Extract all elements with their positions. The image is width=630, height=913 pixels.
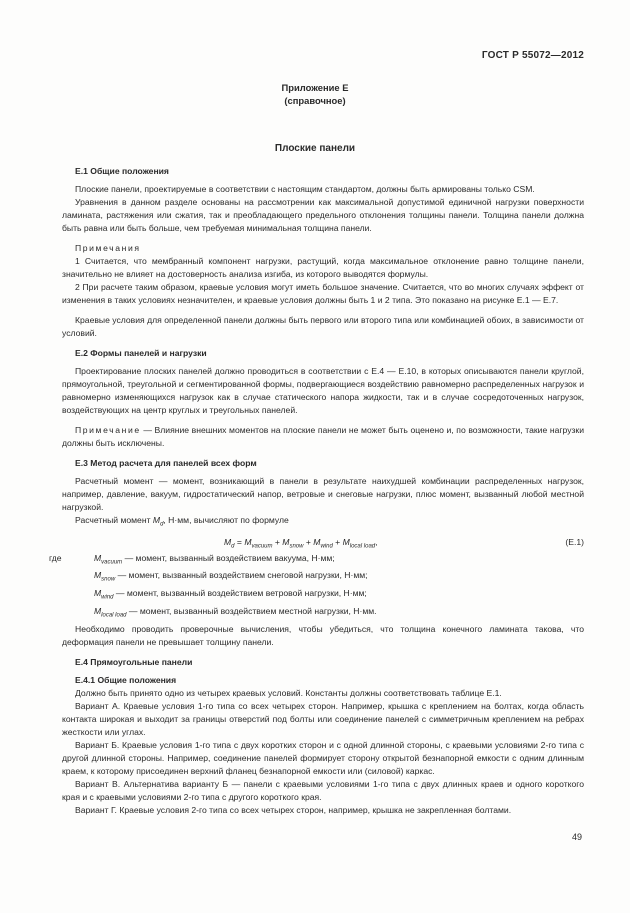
where-lead: где — [49, 552, 62, 563]
annex-block — [0, 81, 630, 107]
symbol: $M_d$ — [152, 515, 164, 528]
where-item: $M_{snow}$ — момент, вызванный воздействием снеговой нагрузки, Н·мм; — [94, 570, 368, 584]
standard-number: ГОСТ Р 55072—2012 — [481, 50, 584, 61]
annex-note: (справочное) — [284, 95, 346, 106]
paragraph: Краевые условия для определенной панели должны быть первого или второго типа или комбинацией обоих, в зависимости от условий. — [62, 315, 584, 338]
note — [62, 424, 584, 450]
paragraph: Вариант Г. Краевые условия 2-го типа со всех четырех сторон, например, крышка не закрепленная болтами. — [75, 804, 512, 815]
subsection-heading: Е.4.1 Общие положения — [75, 674, 177, 685]
paragraph: Проектирование плоских панелей должно проводиться в соответствии с Е.4 — Е.10, в которых описываются панели круглой, прямоугольной, треугольной и сегментированной формы, подвергающиеся воздействию равномерно распределенных нагрузок и равномерно изменяющихся нагрузок как в случае статического напора жидкости, так и в случае сосредоточенных нагрузок, воздействующих на центр круглых и треугольных панелей. — [62, 366, 584, 415]
paragraph: Должно быть принято одно из четырех краевых условий. Константы должны соответствовать таблице Е.1. — [75, 687, 502, 698]
paragraph: Расчетный момент — момент, возникающий в панели в результате наихудшей комбинации распределенных нагрузок, например, давление, вакуум, гидростатический напор, ветровые и снеговые нагрузки, плюс момент, вызванный любой местной нагрузкой. — [62, 476, 584, 512]
formula-expression: $M_d = M_{vacuum} + M_{snow} + M_{wind} + M_{local load}$, — [224, 536, 378, 550]
annex-title: Приложение Е — [281, 82, 349, 93]
note-text: — Влияние внешних моментов на плоские панели не может быть оценено и, по возможности, такие нагрузки должны быть исключены. — [62, 425, 584, 448]
formula-e1 — [62, 534, 584, 550]
section-heading: Е.2 Формы панелей и нагрузки — [75, 348, 207, 358]
where-item: где $M_{vacuum}$ — момент, вызванный воздействием вакуума, Н·мм; — [49, 552, 335, 566]
page-number: 49 — [571, 832, 582, 842]
section-heading: Е.3 Метод расчета для панелей всех форм — [75, 458, 257, 468]
note-label: Примечание — [75, 425, 141, 435]
paragraph: Плоские панели, проектируемые в соответствии с настоящим стандартом, должны быть армированы только CSM. — [75, 184, 535, 194]
document-body — [49, 165, 584, 817]
where-item: $M_{local load}$ — момент, вызванный воздействием местной нагрузки, Н·мм. — [94, 605, 377, 619]
paragraph: Вариант В. Альтернатива варианту Б — панели с краевыми условиями 1-го типа с двух длинных краев и одного короткого края и с краевыми условиями 2-го типа с другого короткого края. — [62, 778, 584, 802]
paragraph: Необходимо проводить проверочные вычисления, чтобы убедиться, что толщина конечного ламината такова, что деформация панели не превышает толщину панели. — [62, 623, 584, 647]
note-item: 1 Считается, что мембранный компонент нагрузки, растущий, когда максимальное отклонение равно толщине панели, значительно не влияет на достоверность анализа изгиба, из которого выводятся формулы. — [62, 256, 584, 279]
formula-number: (Е.1) — [565, 536, 584, 547]
document-title: Плоские панели — [274, 143, 356, 154]
note-label: Примечания — [75, 243, 141, 253]
paragraph: Уравнения в данном разделе основаны на рассмотрении как максимальной допустимой единичной нагрузки поверхности ламината, растяжения или сжатия, так и преобладающего предельного отклонения толщины панели. Толщина панели должна быть равна или быть больше, чем требуемая минимальная толщина панели. — [62, 197, 584, 233]
section-heading: Е.1 Общие положения — [75, 166, 169, 176]
where-item: $M_{wind}$ — момент, вызванный воздействием ветровой нагрузки, Н·мм; — [94, 588, 367, 601]
paragraph: Расчетный момент $M_d$, Н·мм, вычисляют по формуле — [75, 515, 289, 528]
note-item: 2 При расчете таким образом, краевые условия могут иметь большое значение. Считается, что во многих случаях эффект от изменения в таких условиях незначителен, и краевые условия должны быть 1 и 2 типа. Это показано на рисунке Е.1 — Е.7. — [62, 282, 584, 305]
paragraph: Вариант А. Краевые условия 1-го типа со всех четырех сторон. Например, крышка с креплением на болтах, когда область контакта широкая и выходит за границы отверстий под болты или соединение панелей с симметричным креплением на ребрах жесткости или углах. — [62, 700, 584, 737]
section-heading: Е.4 Прямоугольные панели — [75, 656, 193, 667]
paragraph: Вариант Б. Краевые условия 1-го типа с двух коротких сторон и с одной длинной стороны, с краевыми условиями 2-го типа с другой длинной стороны. Например, соединение панелей формирует сторону открытой безнапорной емкости с одним длинным краем, к которому присоединен верхний фланец безнапорной емкости или (силовой) каркас. — [62, 739, 584, 776]
where-list — [49, 552, 584, 623]
